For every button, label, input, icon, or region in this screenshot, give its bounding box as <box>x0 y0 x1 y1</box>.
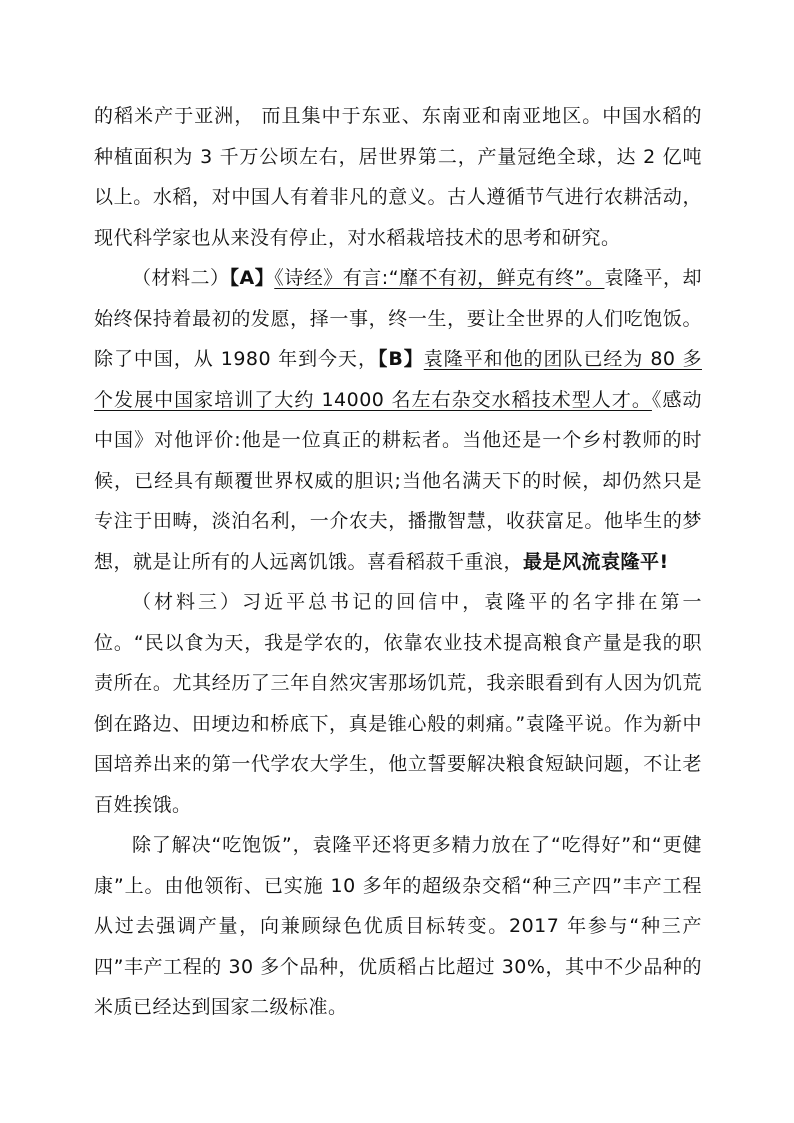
paragraph-4: 除了解决“吃饱饭”，袁隆平还将更多精力放在了“吃得好”和“更健康”上。由他领衔、已实施 10 多年的超级杂交稻“种三产四”丰产工程从过去强调产量，向兼顾绿色优质目标转变。2017 年参与“种三产四”丰产工程的 30 多个品种，优质稻占比超过 30%，其中不少品种的米质已经达到国家二级标准。 <box>94 834 702 1018</box>
material-2-text: 袁隆平，却始终保持着最初的发愿，择一事，终一生，要让全世界的人们吃饱饭。除了中国，从 1980 年到今天， <box>94 267 702 370</box>
material-2-tail: 《感动中国》对他评价:他是一位真正的耕耘者。当他还是一个乡村教师的时候，已经具有颠覆世界权威的胆识;当他名满天下的时候，却仍然只是专注于田畴，淡泊名利，一介农夫，播撒智慧，收获富足。他毕生的梦想，就是让所有的人远离饥饿。喜看稻菽千重浪， <box>94 388 702 573</box>
material-2-label: （材料二） <box>132 267 230 289</box>
paragraph-material-2 <box>94 258 702 582</box>
paragraph-material-3: （材料三）习近平总书记的回信中，袁隆平的名字排在第一位。“民以食为天，我是学农的，依靠农业技术提高粮食产量是我的职责所在。尤其经历了三年自然灾害那场饥荒，我亲眼看到有人因为饥荒倒在路边、田埂边和桥底下，真是锥心般的刺痛。”袁隆平说。作为新中国培养出来的第一代学农大学生，他立誓要解决粮食短缺问题，不让老百姓挨饿。 <box>94 591 702 816</box>
marker-b: 【B】 <box>377 348 424 370</box>
bold-closing: 最是风流袁隆平! <box>523 550 669 573</box>
underlined-sentence-b: 袁隆平和他的团队已经为 80 多个发展中国家培训了大约 14000 名左右杂交水稻技术型人才。 <box>94 348 702 411</box>
underlined-quote-a: 《诗经》有言:“靡不有初，鲜克有终”。 <box>274 267 605 289</box>
marker-a: 【A】 <box>229 267 275 289</box>
paragraph-1: 的稻米产于亚洲， 而且集中于东亚、东南亚和南亚地区。中国水稻的种植面积为 3 千万公顷左右，居世界第二，产量冠绝全球，达 2 亿吨以上。水稻，对中国人有着非凡的意义。古人遵循节气进行农耕活动，现代科学家也从来没有停止，对水稻栽培技术的思考和研究。 <box>94 105 702 249</box>
